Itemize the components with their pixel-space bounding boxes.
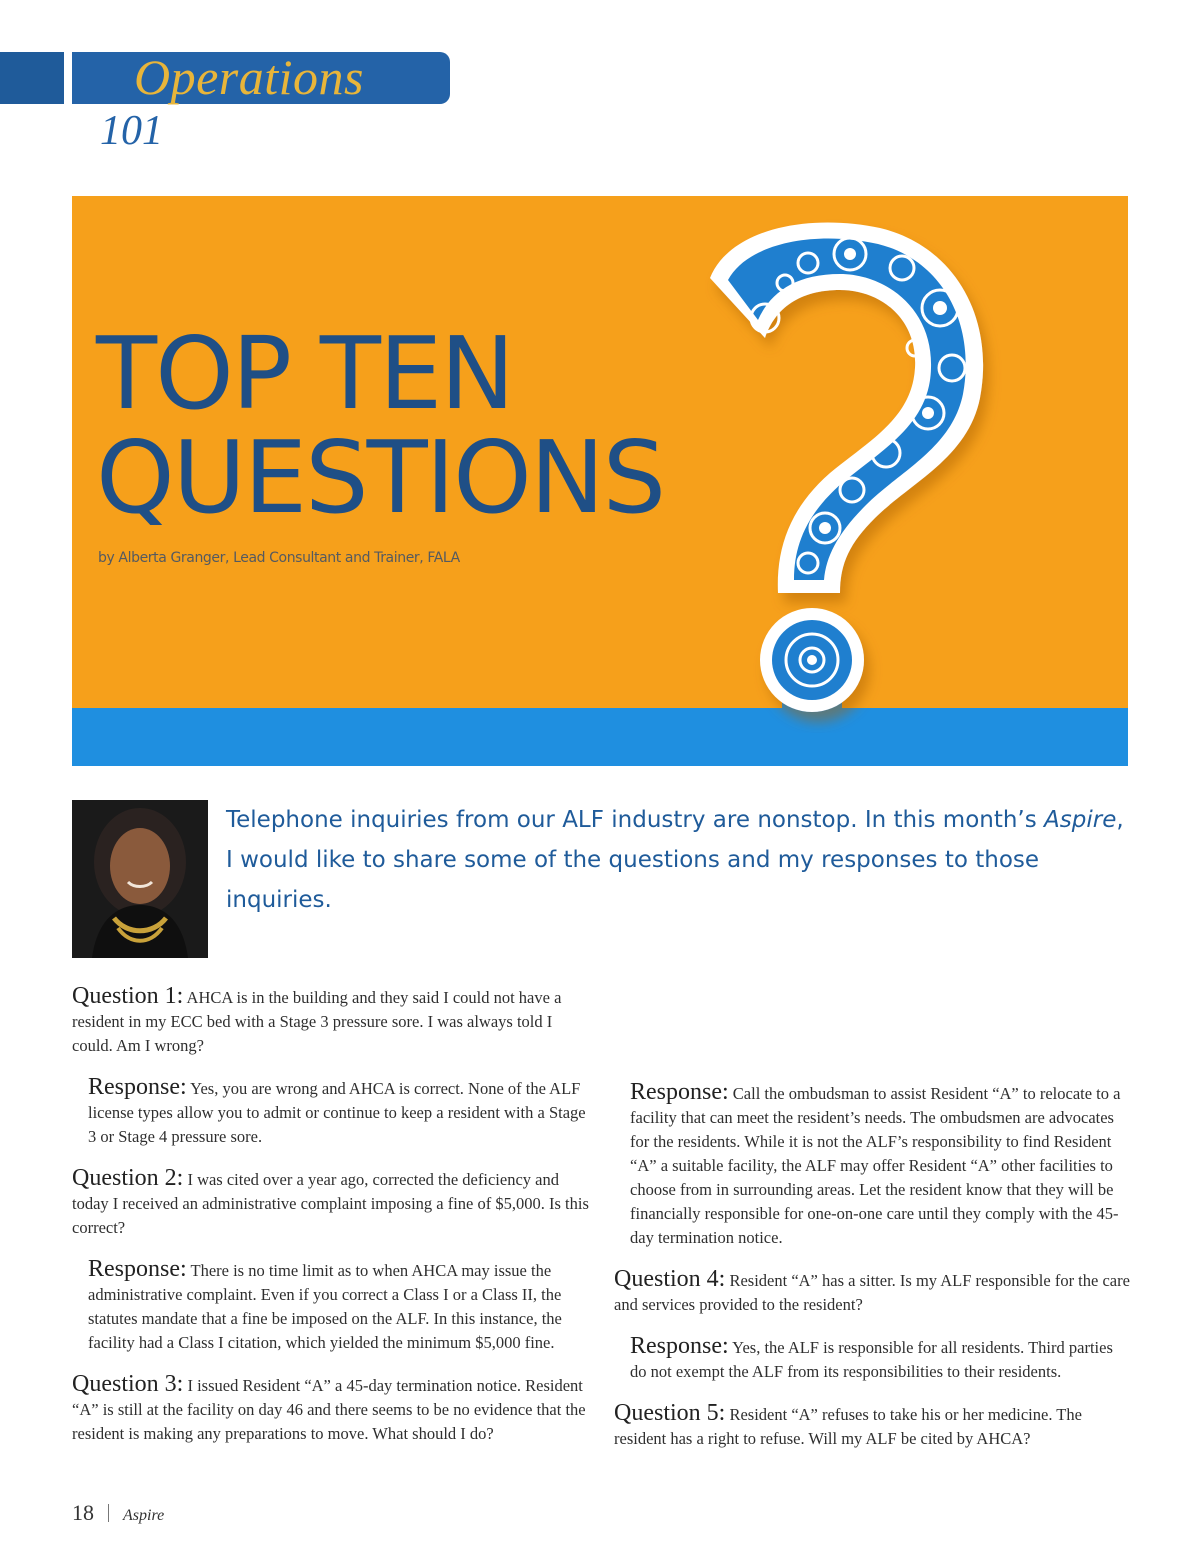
- question-text: AHCA is in the building and they said I could not have a resident in my ECC bed with a Stage 3 pressure sore. I was always told I could. Am I wrong?: [72, 988, 562, 1055]
- question-text: I issued Resident “A” a 45-day termination notice. Resident “A” is still at the facility on day 46 and there seems to be no evidence that the resident is making any preparations to move. What should I do?: [72, 1376, 586, 1443]
- response-text: Yes, you are wrong and AHCA is correct. None of the ALF license types allow you to admit or continue to keep a resident with a Stage 3 or Stage 4 pressure sore.: [88, 1079, 586, 1146]
- response-label: Response:: [630, 1079, 729, 1105]
- footer-divider: [108, 1504, 109, 1522]
- response-label: Response:: [630, 1333, 729, 1359]
- response-label: Response:: [88, 1074, 187, 1100]
- byline: by Alberta Granger, Lead Consultant and Trainer, FALA: [98, 550, 460, 566]
- response-text: Yes, the ALF is responsible for all residents. Third parties do not exempt the ALF from its responsibilities to their residents.: [630, 1338, 1113, 1381]
- header-square: [0, 52, 64, 104]
- author-photo: [72, 800, 208, 958]
- question-3: [72, 1372, 590, 1446]
- intro-text-1: Telephone inquiries from our ALF industry are nonstop. In this month’s: [226, 807, 1045, 833]
- question-text: I was cited over a year ago, corrected the deficiency and today I received an administrative complaint imposing a fine of $5,000. Is this correct?: [72, 1170, 589, 1237]
- question-text: Resident “A” has a sitter. Is my ALF responsible for the care and services provided to the resident?: [614, 1271, 1130, 1314]
- article-title: [96, 315, 665, 536]
- response-1: [72, 1075, 590, 1149]
- question-label: Question 3:: [72, 1371, 184, 1397]
- section-title: Operations: [134, 49, 364, 105]
- right-column: [614, 1080, 1132, 1468]
- left-column: [72, 984, 590, 1463]
- question-4: [614, 1267, 1132, 1317]
- response-text: There is no time limit as to when AHCA may issue the administrative complaint. Even if you correct a Class I or a Class II, the statutes mandate that a fine be imposed on the ALF. In this instance, the facility had a Class I citation, which yielded the minimum $5,000 fine.: [88, 1261, 562, 1352]
- question-label: Question 4:: [614, 1266, 726, 1292]
- question-5: [614, 1401, 1132, 1451]
- section-number: 101: [100, 108, 163, 154]
- page-footer: [72, 1500, 164, 1526]
- response-2: [72, 1257, 590, 1355]
- page-number: 18: [72, 1500, 94, 1525]
- footer-magazine: Aspire: [123, 1507, 165, 1524]
- question-label: Question 1:: [72, 983, 184, 1009]
- response-3: [614, 1080, 1132, 1250]
- question-1: [72, 984, 590, 1058]
- title-line-2: QUESTIONS: [96, 419, 665, 536]
- response-4: [614, 1334, 1132, 1384]
- question-label: Question 2:: [72, 1165, 184, 1191]
- gear-question-mark-icon: [690, 208, 1010, 748]
- intro-text-2: , I would like to share some of the questions and my responses to those inquiries.: [226, 807, 1124, 913]
- intro-paragraph: [226, 800, 1126, 920]
- question-2: [72, 1166, 590, 1240]
- title-line-1: TOP TEN: [96, 315, 513, 432]
- question-text: Resident “A” refuses to take his or her medicine. The resident has a right to refuse. Will my ALF be cited by AHCA?: [614, 1405, 1082, 1448]
- magazine-name: Aspire: [1044, 807, 1117, 833]
- question-label: Question 5:: [614, 1400, 726, 1426]
- response-text: Call the ombudsman to assist Resident “A” to relocate to a facility that can meet the resident’s needs. The ombudsmen are advocates for the residents. While it is not the ALF’s responsibility to find Resident “A” a suitable facility, the ALF may offer Resident “A” other facilities to choose from in surrounding areas. Let the resident know that they will be financially responsible for one-on-one care until they comply with the 45-day termination notice.: [630, 1084, 1121, 1247]
- response-label: Response:: [88, 1256, 187, 1282]
